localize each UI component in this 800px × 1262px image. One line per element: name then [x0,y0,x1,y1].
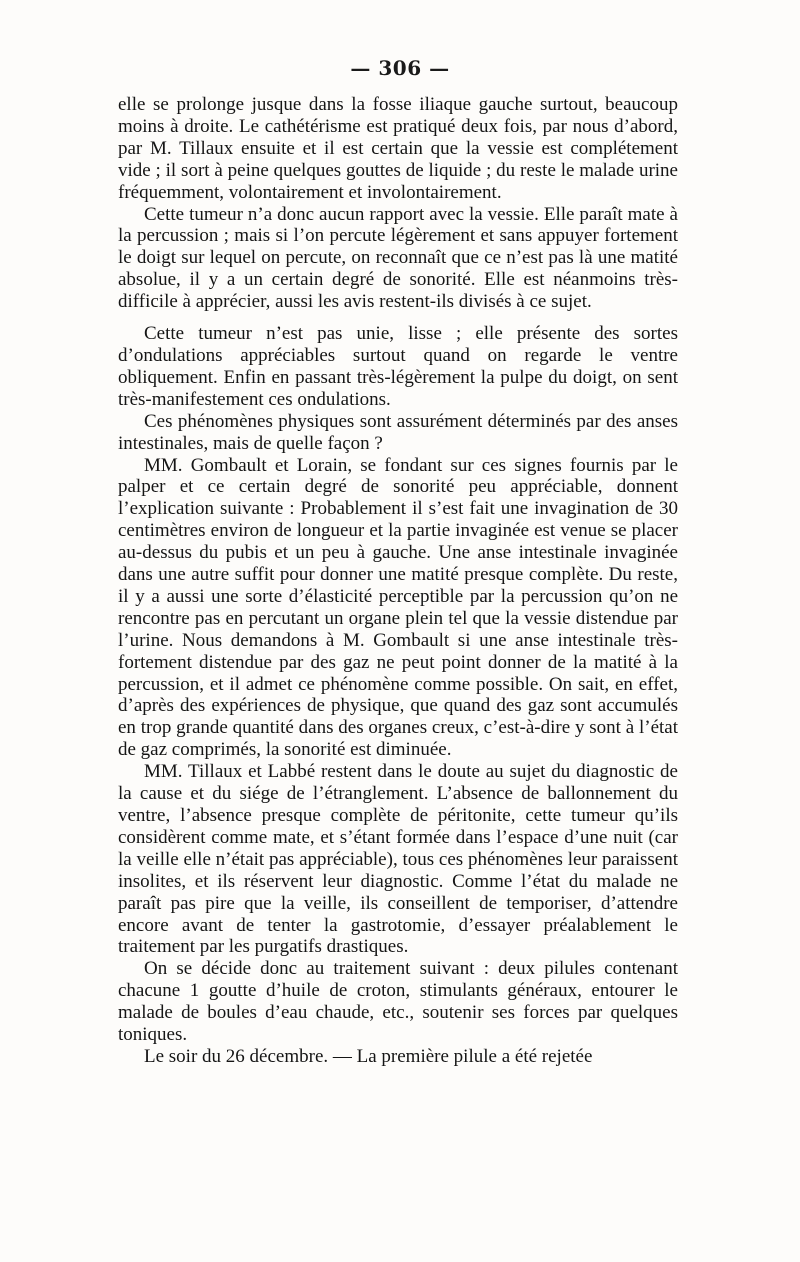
paragraph-8: Le soir du 26 décembre. — La première pilule a été rejetée [144,1045,593,1067]
paragraph-7: On se décide donc au traitement suivant : deux pilules contenant chacune 1 goutte d’huile de croton, stimulants généraux, entourer le malade de boules d’eau chaude, etc., soutenir ses forces par quelques toniques. [118,958,678,1046]
page-number: — 306 — [350,56,450,80]
paragraph-4: Ces phénomènes physiques sont assurément déterminés par des anses intestinales, mais de quelle façon ? [118,410,678,454]
paragraph-5: MM. Gombault et Lorain, se fondant sur ces signes fournis par le palper et ce certain degré de sonorité peu appréciable, donnent l’explication suivante : Probablement il s’est fait une invagination de 30 centimètres environ de longueur et la partie invaginée est venue se placer au-dessus du pubis et un peu à gauche. Une anse intestinale invaginée dans une autre suffit pour donner une matité presque complète. Du reste, il y a aussi une sorte d’élasticité perceptible par la percussion qu’on ne rencontre pas en percutant un organe plein tel que la vessie distendue par l’urine. Nous demandons à M. Gombault si une anse intestinale très-fortement distendue par des gaz ne peut point donner de la matité à la percussion, et il admet ce phénomène comme possible. On sait, en effet, d’après des expériences de physique, que quand des gaz sont accumulés en trop grande quantité dans des organes creux, c’est-à-dire y sont à l’état de gaz comprimés, la sonorité est diminuée. [118,454,678,761]
paragraph-2: Cette tumeur n’a donc aucun rapport avec la vessie. Elle paraît mate à la percussion ; mais si l’on percute légèrement et sans appuyer fortement le doigt sur lequel on percute, on reconnaît que ce n’est pas là une matité absolue, il y a un certain degré de sonorité. Elle est néanmoins très-difficile à apprécier, aussi les avis restent-ils divisés à ce sujet. [118,203,678,313]
body-text [118,94,678,1068]
paragraph-6: MM. Tillaux et Labbé restent dans le doute au sujet du diagnostic de la cause et du siége de l’étranglement. L’absence de ballonnement du ventre, l’absence presque complète de péritonite, cette tumeur qu’ils considèrent comme mate, et s’étant formée dans l’espace d’une nuit (car la veille elle n’était pas appréciable), tous ces phénomènes leur paraissent insolites, et ils réservent leur diagnostic. Comme l’état du malade ne paraît pas pire que la veille, ils conseillent de temporiser, d’attendre encore avant de tenter la gastrotomie, d’essayer préalablement le traitement par les purgatifs drastiques. [118,761,678,958]
paragraph-1: elle se prolonge jusque dans la fosse iliaque gauche surtout, beaucoup moins à droite. Le cathétérisme est pratiqué deux fois, par nous d’abord, par M. Tillaux ensuite et il est certain que la vessie est complétement vide ; il sort à peine quelques gouttes de liquide ; du reste le malade urine fréquemment, volontairement et involontairement. [118,94,678,203]
paragraph-3: Cette tumeur n’est pas unie, lisse ; elle présente des sortes d’ondulations appréciables surtout quand on regarde le ventre obliquement. Enfin en passant très-légèrement la pulpe du doigt, on sent très-manifestement ces ondulations. [118,323,678,410]
